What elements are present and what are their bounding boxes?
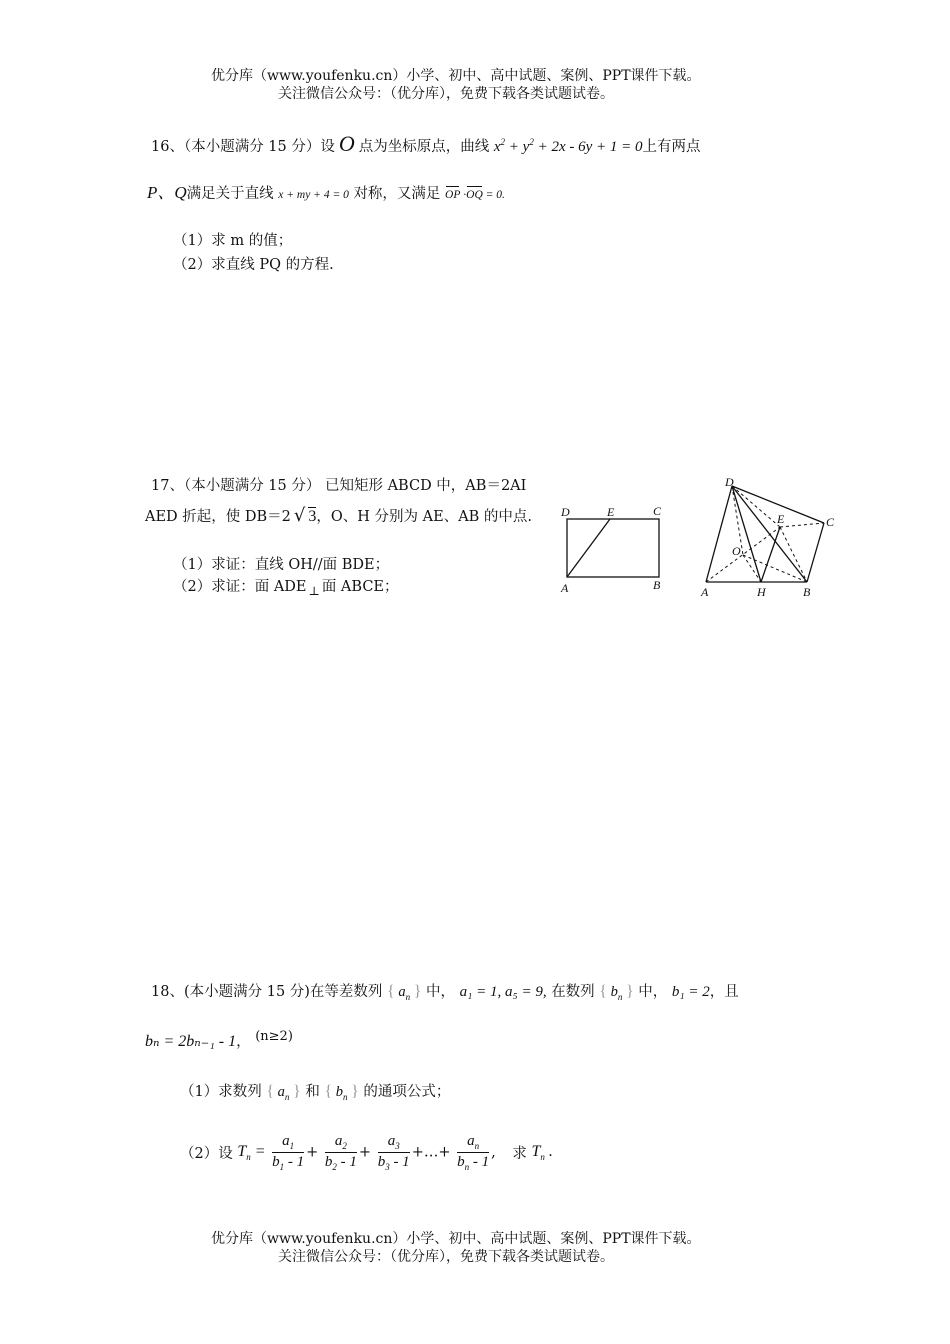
fraction-n: $\frac{a_n}{b_n - 1}$ — [457, 1133, 490, 1172]
seq-a-ref: { $a_n$ } — [266, 1083, 301, 1102]
q18-sub-1 — [180, 1080, 450, 1102]
fig2-label-a: A — [701, 585, 709, 599]
q16-circle-equation: $x^2 + y^2 + 2x - 6y + 1 = 0$ — [493, 137, 643, 155]
q18-intro — [151, 980, 739, 1002]
q18-sub-2: （2）设 $T_n$ = $\frac{a_1}{b_1 - 1}$ + $\frac{a_2}{b_2 - 1}$ + $\frac{a_3}{b_3 - 1}$ +…+ $\frac{a_n}{b_n - 1}$ , 求 $T_n$ . — [180, 1133, 553, 1172]
q16-sub-1: （1）求 m 的值； — [173, 233, 293, 249]
q17-sub-1: （1）求证：直线 OH//面 BDE； — [173, 557, 390, 573]
fig1-label-d: D — [561, 505, 570, 519]
fig2-label-c: C — [826, 515, 835, 529]
q18-text-3: 在数列 — [551, 984, 595, 1000]
figure-rectangle — [555, 500, 675, 595]
q16-line-equation: x + my + 4 = 0 — [278, 189, 349, 201]
q16-intro — [151, 131, 701, 157]
q18-n-condition: (n≥2) — [255, 1029, 293, 1044]
q17-text-2a: AED 折起，使 DB＝2 — [145, 509, 291, 525]
q17-sub-2 — [173, 575, 399, 596]
q18-recurrence: bₙ = 2bₙ₋₁ - 1 — [145, 1033, 237, 1050]
seq-a: { $a_n$ } — [387, 983, 422, 1002]
q18-sub-2a: （2）设 — [180, 1146, 233, 1162]
rect-abcd — [567, 519, 659, 577]
dashed-ec — [780, 523, 824, 527]
edge-da — [706, 486, 732, 582]
q16-sub-2: （2）求直线 PQ 的方程. — [173, 257, 334, 273]
q18-sub-1a: （1）求数列 — [180, 1084, 262, 1100]
fraction-1: $\frac{a_1}{b_1 - 1}$ — [272, 1133, 305, 1172]
fig2-label-d: D — [725, 475, 734, 489]
edge-bc — [807, 523, 824, 582]
q17-intro: 17、（本小题满分 15 分） 已知矩形 ABCD 中，AB＝2AI — [151, 478, 527, 494]
dashed-oh — [743, 555, 761, 582]
q18-text-5: ，且 — [709, 984, 739, 1000]
seq-b: { $b_n$ } — [599, 983, 634, 1002]
q16-points: P、Q — [147, 183, 187, 202]
t-n-symbol: $T_n$ = — [237, 1142, 266, 1163]
seq-b-ref: { $b_n$ } — [324, 1083, 359, 1102]
edge-dh — [732, 486, 761, 582]
fraction-3: $\frac{a_3}{b_3 - 1}$ — [377, 1133, 410, 1172]
q17-sqrt-value: 3 — [308, 508, 317, 525]
segment-ae — [567, 519, 610, 577]
q18-text-2: 中， — [426, 984, 456, 1000]
header-line-1: 优分库（www.youfenku.cn）小学、初中、高中试题、案例、PPT课件下载。 — [211, 68, 701, 84]
q18-sub-2b: 求 — [512, 1146, 527, 1162]
fig2-label-h: H — [757, 585, 766, 599]
fig1-label-e: E — [607, 505, 615, 519]
dashed-de — [732, 486, 780, 527]
perp-symbol: ⊥ — [308, 584, 320, 598]
footer-line-2: 关注微信公众号：（优分库），免费下载各类试题试卷。 — [278, 1249, 614, 1265]
figure-folded-solid — [695, 475, 845, 600]
sqrt-icon: √ — [293, 505, 306, 526]
q16-dot-product: OP ·OQ = 0. — [445, 189, 505, 201]
q16-text-3: 上有两点 — [642, 139, 701, 155]
q18-line-2: bₙ = 2bₙ₋₁ - 1， (n≥2) — [145, 1029, 293, 1050]
q18-a-conditions: a₁ = 1, a₅ = 9, — [459, 984, 547, 1000]
fig2-label-o: O — [732, 544, 741, 558]
header-line-2: 关注微信公众号：（优分库），免费下载各类试题试卷。 — [278, 86, 614, 102]
q17-line-2 — [145, 505, 532, 526]
q17-sub-2a: （2）求证：面 ADE — [173, 579, 307, 595]
q16-origin-symbol: O — [338, 131, 355, 156]
q18-text-4: 中， — [638, 984, 668, 1000]
dashed-ob — [743, 555, 807, 582]
q18-sub-1c: 的通项公式； — [363, 1084, 451, 1100]
fig1-label-c: C — [653, 504, 662, 518]
q18-sub-1b: 和 — [305, 1084, 320, 1100]
q18-text-1: 18、(本小题满分 15 分)在等差数列 — [151, 984, 383, 1000]
q16-dot-eq: = 0. — [485, 189, 505, 201]
fig1-label-a: A — [561, 581, 569, 595]
t-n-target: $T_n$ . — [531, 1142, 553, 1163]
fig2-label-b: B — [803, 585, 811, 599]
q16-text-5: 对称，又满足 — [353, 186, 441, 202]
dashed-eb — [780, 527, 807, 582]
fig1-label-b: B — [653, 578, 661, 592]
q16-text-4: 满足关于直线 — [186, 186, 274, 202]
q16-text-2: 点为坐标原点，曲线 — [358, 139, 490, 155]
q17-sub-2b: 面 ABCE； — [321, 579, 399, 595]
dashed-ae — [706, 527, 780, 582]
fig2-label-e: E — [777, 512, 785, 526]
q16-text-1: 16、（本小题满分 15 分）设 — [151, 139, 335, 155]
q17-text-2b: ，O、H 分别为 AE、AB 的中点. — [316, 509, 533, 525]
q16-line-2 — [147, 178, 505, 203]
fraction-2: $\frac{a_2}{b_2 - 1}$ — [324, 1133, 357, 1172]
footer-line-1: 优分库（www.youfenku.cn）小学、初中、高中试题、案例、PPT课件下载。 — [211, 1231, 701, 1247]
q18-b-condition: b₁ = 2 — [671, 984, 710, 1000]
